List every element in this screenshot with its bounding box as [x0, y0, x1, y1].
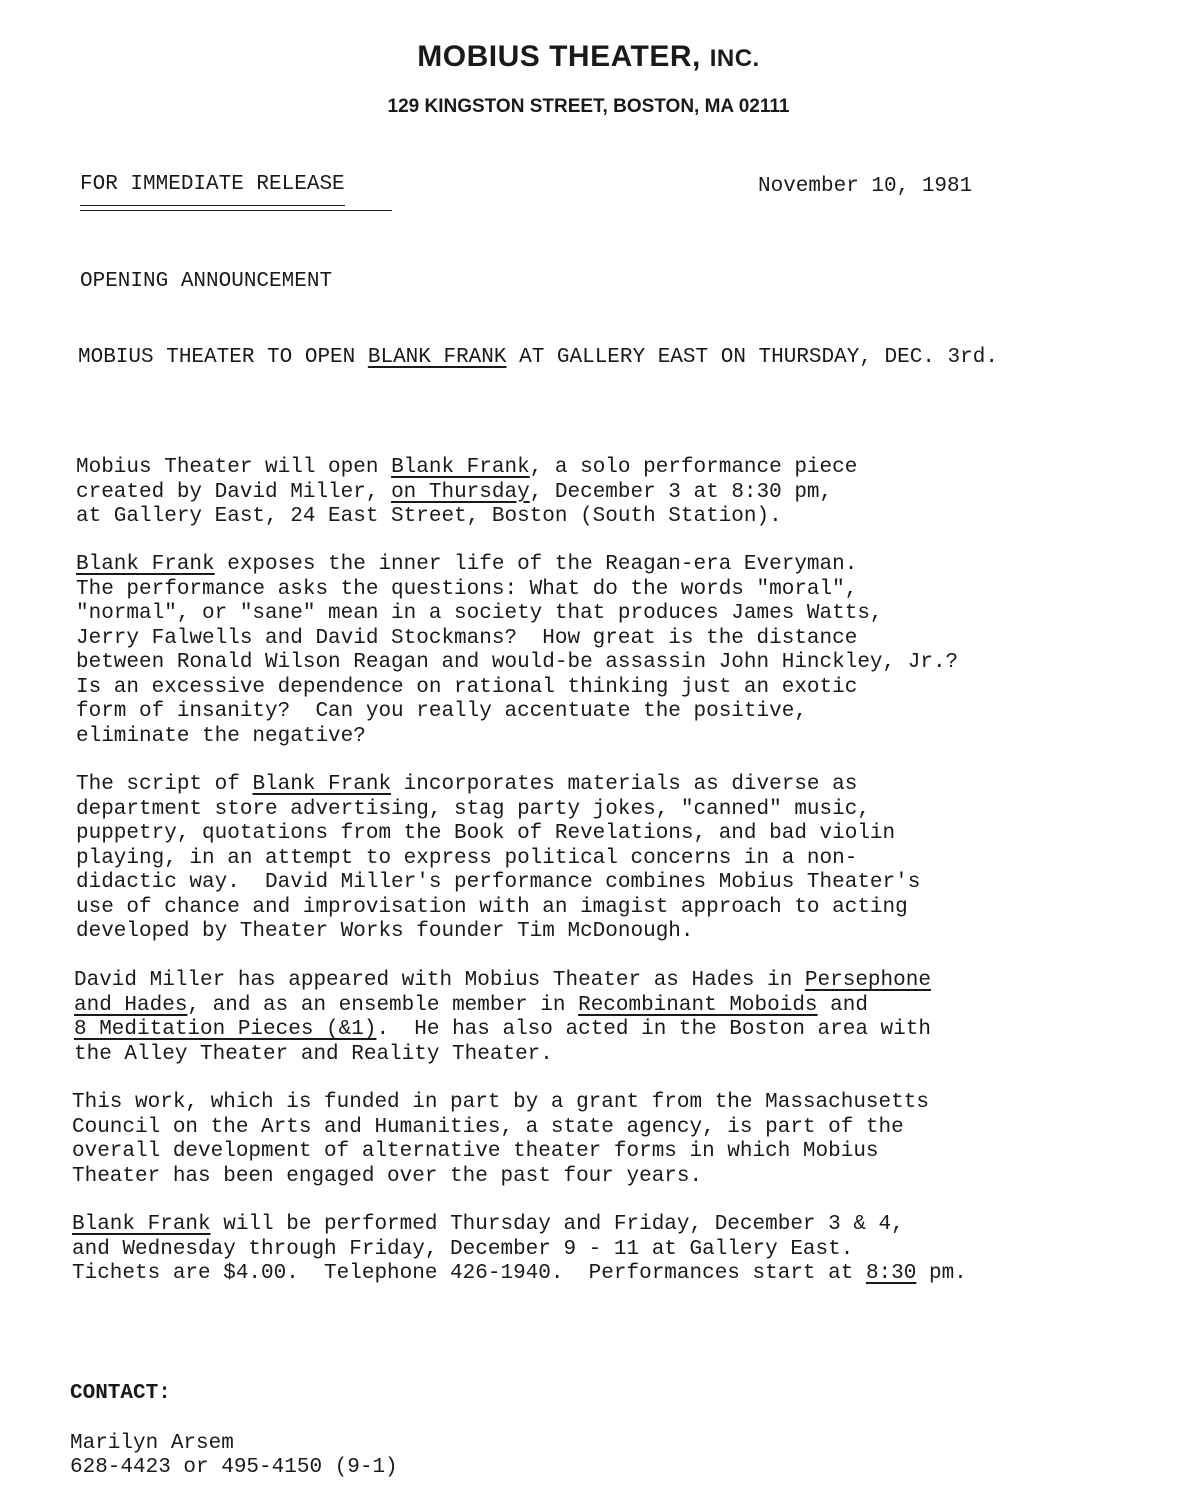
paragraph-6 — [72, 1213, 967, 1287]
underlined-text: 8:30 — [865, 1262, 917, 1285]
contact-name: Marilyn Arsem — [70, 1432, 234, 1455]
letterhead-name — [0, 40, 1177, 74]
text-run: Mobius Theater will open — [76, 456, 392, 479]
play-title: Recombinant Moboids — [578, 993, 818, 1017]
text-run: use of chance and improvisation with an imagist approach to acting — [76, 895, 908, 919]
play-title: 8 Meditation Pieces (&1) — [74, 1018, 377, 1041]
play-title: and Hades — [74, 993, 188, 1017]
paragraph-4 — [74, 969, 931, 1067]
headline-text: MOBIUS THEATER TO OPEN — [78, 346, 368, 369]
text-run: incorporates materials as diverse as — [391, 773, 858, 796]
text-run: This work, which is funded in part by a grant from the Massachusetts — [72, 1091, 929, 1114]
organization-suffix: INC. — [709, 45, 760, 72]
text-run: will be performed Thursday and Friday, December 3 & 4, — [210, 1213, 904, 1236]
text-run: pm. — [916, 1262, 967, 1285]
text-run: exposes the inner life of the Reagan-era Everyman. — [214, 553, 858, 576]
text-run: The script of — [76, 773, 253, 796]
release-date: November 10, 1981 — [758, 175, 973, 198]
paragraph-5 — [72, 1091, 929, 1189]
text-run: playing, in an attempt to express political concerns in a non- — [76, 846, 858, 870]
letterhead-address: 129 KINGSTON STREET, BOSTON, MA 02111 — [387, 96, 790, 117]
text-run: puppetry, quotations from the Book of Revelations, and bad violin — [76, 822, 896, 845]
section-label: OPENING ANNOUNCEMENT — [80, 270, 333, 293]
headline-text: AT GALLERY EAST ON THURSDAY, DEC. 3rd. — [506, 346, 998, 369]
text-run: , and as an ensemble member in — [187, 993, 579, 1017]
text-run: , December 3 at 8:30 pm, — [529, 480, 833, 504]
headline-title: BLANK FRANK — [367, 346, 507, 369]
paragraph-3 — [76, 773, 920, 945]
text-run: "normal", or "sane" mean in a society that produces James Watts, — [76, 602, 883, 625]
play-title: Persephone — [804, 969, 931, 992]
text-run: and — [817, 993, 868, 1017]
text-run: David Miller has appeared with Mobius Theater as Hades in — [74, 969, 805, 992]
text-run: at Gallery East, 24 East Street, Boston (South Station). — [76, 505, 782, 528]
underlined-text: on Thursday — [391, 480, 530, 504]
paragraph-2 — [76, 553, 958, 749]
text-run: the Alley Theater and Reality Theater. — [74, 1042, 553, 1066]
play-title: Blank Frank — [391, 456, 530, 479]
text-run: didactic way. David Miller's performance combines Mobius Theater's — [76, 871, 921, 894]
text-run: . He has also acted in the Boston area with — [376, 1018, 931, 1041]
text-run: Tichets are $4.00. Telephone 426-1940. Performances start at — [72, 1262, 866, 1285]
text-run: between Ronald Wilson Reagan and would-be assassin John Hinckley, Jr.? — [76, 651, 959, 674]
text-run: , a solo performance piece — [529, 456, 858, 479]
text-run: developed by Theater Works founder Tim McDonough. — [76, 920, 694, 943]
text-run: The performance asks the questions: What do the words "moral", — [76, 577, 858, 601]
play-title: Blank Frank — [252, 773, 392, 796]
organization-name: MOBIUS THEATER, — [417, 40, 701, 73]
text-run: form of insanity? Can you really accentuate the positive, — [76, 700, 807, 723]
headline — [78, 346, 998, 371]
contact-label: CONTACT: — [70, 1382, 171, 1405]
play-title: Blank Frank — [76, 553, 215, 576]
text-run: Jerry Falwells and David Stockmans? How great is the distance — [76, 626, 858, 650]
paragraph-1 — [76, 456, 857, 530]
release-label: FOR IMMEDIATE RELEASE — [80, 173, 345, 206]
play-title: Blank Frank — [72, 1213, 211, 1236]
text-run: Council on the Arts and Humanities, a state agency, is part of the — [72, 1115, 904, 1139]
text-run: Theater has been engaged over the past four years. — [72, 1164, 703, 1188]
text-run: and Wednesday through Friday, December 9 - 11 at Gallery East. — [72, 1237, 854, 1261]
text-run: created by David Miller, — [76, 480, 392, 504]
release-double-underline — [80, 210, 392, 211]
text-run: department store advertising, stag party jokes, "canned" music, — [76, 797, 870, 821]
contact-phone: 628-4423 or 495-4150 (9-1) — [70, 1456, 398, 1479]
text-run: Is an excessive dependence on rational thinking just an exotic — [76, 675, 858, 699]
text-run: overall development of alternative theater forms in which Mobius — [72, 1140, 879, 1163]
text-run: eliminate the negative? — [76, 724, 366, 748]
